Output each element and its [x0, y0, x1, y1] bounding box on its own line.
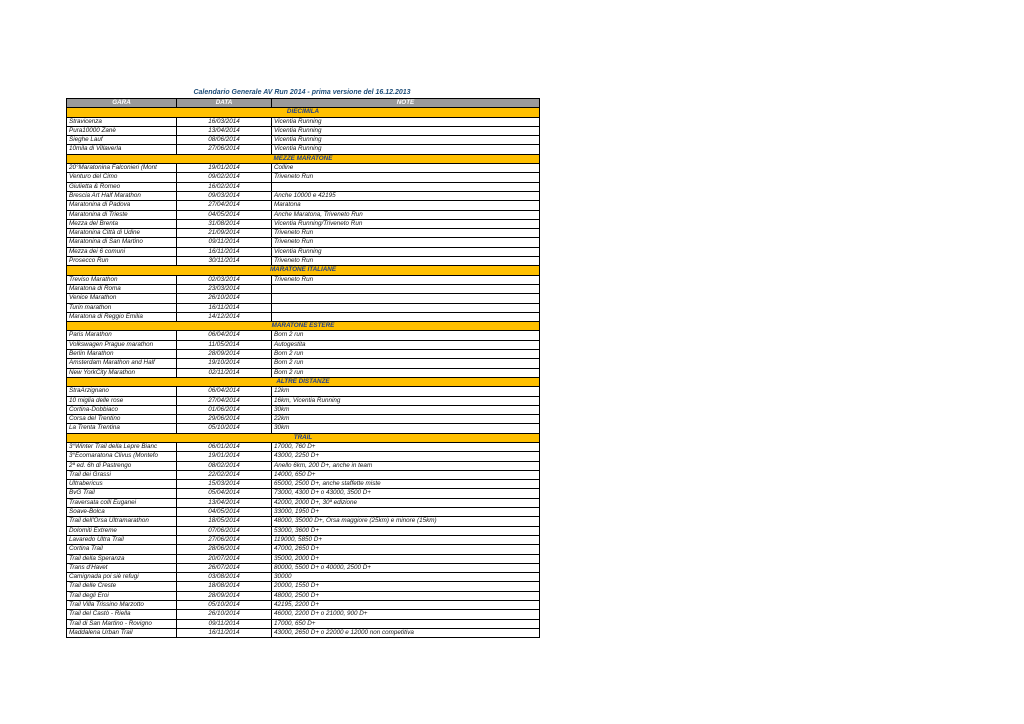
cell-data: 27/04/2014 [177, 396, 272, 405]
cell-note: Born 2 run [272, 331, 540, 340]
cell-note: Vicentia Running [272, 136, 540, 145]
cell-gara: Giulietta & Romeo [67, 182, 177, 191]
cell-note: Born 2 run [272, 359, 540, 368]
cell-note: 33000, 1950 D+ [272, 508, 540, 517]
table-row [67, 312, 540, 321]
cell-note: 46000, 2200 D+ o 21000, 900 D+ [272, 610, 540, 619]
cell-data: 13/04/2014 [177, 126, 272, 135]
table-row [67, 201, 540, 210]
cell-data: 27/06/2014 [177, 535, 272, 544]
cell-note: 14000, 650 D+ [272, 470, 540, 479]
cell-gara: New YorkCity Marathon [67, 368, 177, 377]
section-row [67, 154, 540, 163]
cell-gara: 20°Maratonina Falconieri (Mont [67, 164, 177, 173]
cell-gara: Volkswagen Prague marathon [67, 340, 177, 349]
cell-gara: 10mila di Villaverla [67, 145, 177, 154]
cell-note [272, 294, 540, 303]
table-row [67, 191, 540, 200]
table-row [67, 517, 540, 526]
header-gara: GARA [67, 99, 177, 108]
cell-gara: 3°Winter Trail della Lepre Bianc [67, 442, 177, 451]
cell-note: 17000, 760 D+ [272, 442, 540, 451]
cell-note: Triveneto Run [272, 238, 540, 247]
section-row [67, 377, 540, 386]
cell-gara: Trail Villa Trissino Marzotto [67, 601, 177, 610]
cell-gara: Maratona di Reggio Emilia [67, 312, 177, 321]
cell-gara: Trail del Castò - Riella [67, 610, 177, 619]
cell-note: Vicentia Running/Triveneto Run [272, 219, 540, 228]
cell-note: 65000, 2500 D+, anche staffette miste [272, 480, 540, 489]
table-row [67, 368, 540, 377]
cell-data: 01/06/2014 [177, 405, 272, 414]
table-row [67, 554, 540, 563]
table-row [67, 210, 540, 219]
table-row [67, 480, 540, 489]
cell-data: 04/05/2014 [177, 508, 272, 517]
cell-note: Born 2 run [272, 350, 540, 359]
cell-note: Anche Maratona, Triveneto Run [272, 210, 540, 219]
cell-gara: Amsterdam Marathon and Half [67, 359, 177, 368]
cell-gara: Trail degli Eroi [67, 591, 177, 600]
cell-gara: Trail di San Martino - Rovigno [67, 619, 177, 628]
cell-note: 30km [272, 405, 540, 414]
table-row [67, 126, 540, 135]
cell-data: 06/04/2014 [177, 331, 272, 340]
table-row [67, 442, 540, 451]
cell-note: Triveneto Run [272, 257, 540, 266]
cell-gara: Soave-Bolca [67, 508, 177, 517]
cell-data: 31/08/2014 [177, 219, 272, 228]
cell-note: 53000, 3600 D+ [272, 526, 540, 535]
table-row [67, 182, 540, 191]
section-row [67, 433, 540, 442]
cell-gara: Maddalena Urban Trail [67, 628, 177, 637]
cell-gara: Cortina Trail [67, 545, 177, 554]
table-row [67, 563, 540, 572]
table-row [67, 340, 540, 349]
cell-note: 73000, 4300 D+ o 43000, 3500 D+ [272, 489, 540, 498]
cell-note: Vicentia Running [272, 117, 540, 126]
cell-data: 02/11/2014 [177, 368, 272, 377]
cell-data: 14/12/2014 [177, 312, 272, 321]
cell-data: 27/06/2014 [177, 145, 272, 154]
cell-gara: Pura10000 Zanè [67, 126, 177, 135]
cell-data: 15/03/2014 [177, 480, 272, 489]
table-row [67, 545, 540, 554]
table-row [67, 396, 540, 405]
table-row [67, 628, 540, 637]
calendar-table [66, 98, 540, 638]
cell-note: 80000, 5500 D+ o 40000, 2500 D+ [272, 563, 540, 572]
table-row [67, 610, 540, 619]
table-row [67, 294, 540, 303]
cell-gara: Maratonina di San Martino [67, 238, 177, 247]
table-row [67, 582, 540, 591]
cell-data: 06/01/2014 [177, 442, 272, 451]
section-title: ALTRE DISTANZE [67, 377, 540, 386]
cell-gara: Dolomiti Extreme [67, 526, 177, 535]
cell-data: 08/06/2014 [177, 136, 272, 145]
cell-note: 48000, 35000 D+, Orsa maggiore (25km) e minore (15km) [272, 517, 540, 526]
cell-note: 43000, 2250 D+ [272, 452, 540, 461]
cell-note: 30km [272, 424, 540, 433]
cell-gara: 10 miglia delle rose [67, 396, 177, 405]
table-row [67, 350, 540, 359]
cell-gara: Treviso Marathon [67, 275, 177, 284]
cell-data: 26/07/2014 [177, 563, 272, 572]
table-row [67, 573, 540, 582]
header-data: DATA [177, 99, 272, 108]
cell-data: 18/05/2014 [177, 517, 272, 526]
cell-data: 19/10/2014 [177, 359, 272, 368]
cell-data: 09/02/2014 [177, 173, 272, 182]
cell-note: 35000, 2000 D+ [272, 554, 540, 563]
cell-data: 19/01/2014 [177, 452, 272, 461]
calendar-body [67, 108, 540, 638]
table-row [67, 526, 540, 535]
cell-data: 27/04/2014 [177, 201, 272, 210]
cell-data: 04/05/2014 [177, 210, 272, 219]
section-row [67, 322, 540, 331]
cell-gara: Turin marathon [67, 303, 177, 312]
table-row [67, 452, 540, 461]
cell-note: Vicentia Running [272, 126, 540, 135]
cell-note: Autogestita [272, 340, 540, 349]
cell-gara: Trail dell'Orsa Ultramarathon [67, 517, 177, 526]
cell-data: 21/09/2014 [177, 229, 272, 238]
cell-gara: Maratonina Città di Udine [67, 229, 177, 238]
cell-gara: Lavaredo Ultra Trail [67, 535, 177, 544]
cell-gara: BvG Trail [67, 489, 177, 498]
table-row [67, 257, 540, 266]
table-row [67, 498, 540, 507]
cell-note: 30000 [272, 573, 540, 582]
cell-note: Triveneto Run [272, 229, 540, 238]
cell-data: 11/05/2014 [177, 340, 272, 349]
table-row [67, 247, 540, 256]
cell-data: 08/02/2014 [177, 461, 272, 470]
cell-note [272, 284, 540, 293]
cell-data: 07/06/2014 [177, 526, 272, 535]
cell-gara: Camignada poi siè refugi [67, 573, 177, 582]
cell-note: Vicentia Running [272, 247, 540, 256]
cell-note: 16km, Vicentia Running [272, 396, 540, 405]
cell-note: Triveneto Run [272, 275, 540, 284]
cell-gara: Trail della Speranza [67, 554, 177, 563]
section-title: MARATONE ITALIANE [67, 266, 540, 275]
cell-data: 16/11/2014 [177, 628, 272, 637]
table-row [67, 619, 540, 628]
cell-gara: Mezza dei 6 comuni [67, 247, 177, 256]
cell-data: 30/11/2014 [177, 257, 272, 266]
section-title: MEZZE MARATONE [67, 154, 540, 163]
cell-note [272, 312, 540, 321]
cell-data: 09/03/2014 [177, 191, 272, 200]
table-row [67, 591, 540, 600]
cell-data: 19/01/2014 [177, 164, 272, 173]
cell-data: 18/08/2014 [177, 582, 272, 591]
table-row [67, 470, 540, 479]
cell-gara: Venice Marathon [67, 294, 177, 303]
table-row [67, 489, 540, 498]
cell-gara: Maratonina di Padova [67, 201, 177, 210]
cell-data: 22/02/2014 [177, 470, 272, 479]
section-title: TRAIL [67, 433, 540, 442]
cell-note: 48000, 2500 D+ [272, 591, 540, 600]
section-row [67, 266, 540, 275]
cell-note: 42000, 2000 D+, 30ª edizione [272, 498, 540, 507]
cell-note [272, 303, 540, 312]
table-row [67, 219, 540, 228]
cell-note: Anello 6km, 200 D+, anche in team [272, 461, 540, 470]
table-row [67, 303, 540, 312]
cell-note: 43000, 2650 D+ o 22000 e 12000 non competitiva [272, 628, 540, 637]
cell-gara: Stravicenza [67, 117, 177, 126]
table-row [67, 387, 540, 396]
cell-note: 47000, 2650 D+ [272, 545, 540, 554]
cell-data: 05/10/2014 [177, 424, 272, 433]
cell-gara: Maratona di Roma [67, 284, 177, 293]
cell-data: 28/06/2014 [177, 545, 272, 554]
cell-gara: La Trenta Trentina [67, 424, 177, 433]
header-note: NOTE [272, 99, 540, 108]
table-row [67, 275, 540, 284]
cell-data: 05/04/2014 [177, 489, 272, 498]
cell-gara: 3°Ecomaratona Clivus (Montefo [67, 452, 177, 461]
cell-data: 03/08/2014 [177, 573, 272, 582]
cell-note: 20000, 1550 D+ [272, 582, 540, 591]
section-title: MARATONE ESTERE [67, 322, 540, 331]
cell-gara: Sieghe Lauf [67, 136, 177, 145]
header-row [67, 99, 540, 108]
cell-gara: Cortina-Dobbiaco [67, 405, 177, 414]
cell-note: 17000, 650 D+ [272, 619, 540, 628]
cell-data: 02/03/2014 [177, 275, 272, 284]
table-row [67, 229, 540, 238]
table-row [67, 508, 540, 517]
table-row [67, 136, 540, 145]
table-row [67, 461, 540, 470]
cell-data: 09/11/2014 [177, 238, 272, 247]
cell-note: 22km [272, 415, 540, 424]
cell-gara: Prosecco Run [67, 257, 177, 266]
table-row [67, 117, 540, 126]
section-title: DIECIMILA [67, 108, 540, 117]
cell-data: 16/03/2014 [177, 117, 272, 126]
cell-data: 26/10/2014 [177, 610, 272, 619]
table-row [67, 164, 540, 173]
cell-note: Triveneto Run [272, 173, 540, 182]
cell-gara: Mezza del Brenta [67, 219, 177, 228]
cell-note: 42195, 2200 D+ [272, 601, 540, 610]
cell-gara: Trail dei Grassi [67, 470, 177, 479]
cell-note: 12km [272, 387, 540, 396]
cell-data: 09/11/2014 [177, 619, 272, 628]
cell-note [272, 182, 540, 191]
cell-data: 16/11/2014 [177, 303, 272, 312]
table-row [67, 173, 540, 182]
cell-data: 13/04/2014 [177, 498, 272, 507]
table-row [67, 145, 540, 154]
cell-data: 28/09/2014 [177, 591, 272, 600]
table-row [67, 284, 540, 293]
cell-gara: Paris Marathon [67, 331, 177, 340]
section-row [67, 108, 540, 117]
cell-data: 23/03/2014 [177, 284, 272, 293]
cell-gara: Trail delle Creste [67, 582, 177, 591]
table-row [67, 238, 540, 247]
cell-note: Vicentia Running [272, 145, 540, 154]
cell-gara: Maratonina di Trieste [67, 210, 177, 219]
cell-data: 28/09/2014 [177, 350, 272, 359]
document-title: Calendario Generale AV Run 2014 - prima versione del 16.12.2013 [193, 89, 411, 96]
cell-gara: Traversata colli Euganei [67, 498, 177, 507]
table-row [67, 424, 540, 433]
cell-gara: Venturo del Cimo [67, 173, 177, 182]
table-row [67, 405, 540, 414]
cell-gara: Ultrabericus [67, 480, 177, 489]
cell-data: 05/10/2014 [177, 601, 272, 610]
cell-note: 119000, 5850 D+ [272, 535, 540, 544]
table-row [67, 331, 540, 340]
cell-gara: 2ª ed. 6h di Pastrengo [67, 461, 177, 470]
table-row [67, 359, 540, 368]
cell-data: 16/11/2014 [177, 247, 272, 256]
cell-note: Colline [272, 164, 540, 173]
cell-data: 29/06/2014 [177, 415, 272, 424]
cell-data: 20/07/2014 [177, 554, 272, 563]
table-row [67, 415, 540, 424]
table-row [67, 535, 540, 544]
cell-data: 16/02/2014 [177, 182, 272, 191]
cell-note: Born 2 run [272, 368, 540, 377]
cell-note: Anche 10000 e 42195 [272, 191, 540, 200]
cell-gara: Corsa del Trentino [67, 415, 177, 424]
cell-gara: StraArzignano [67, 387, 177, 396]
table-row [67, 601, 540, 610]
cell-note: Maratona [272, 201, 540, 210]
cell-gara: Trans d'Havet [67, 563, 177, 572]
cell-data: 06/04/2014 [177, 387, 272, 396]
cell-data: 26/10/2014 [177, 294, 272, 303]
cell-gara: Berlin Marathon [67, 350, 177, 359]
cell-gara: Brescia Art Half Marathon [67, 191, 177, 200]
